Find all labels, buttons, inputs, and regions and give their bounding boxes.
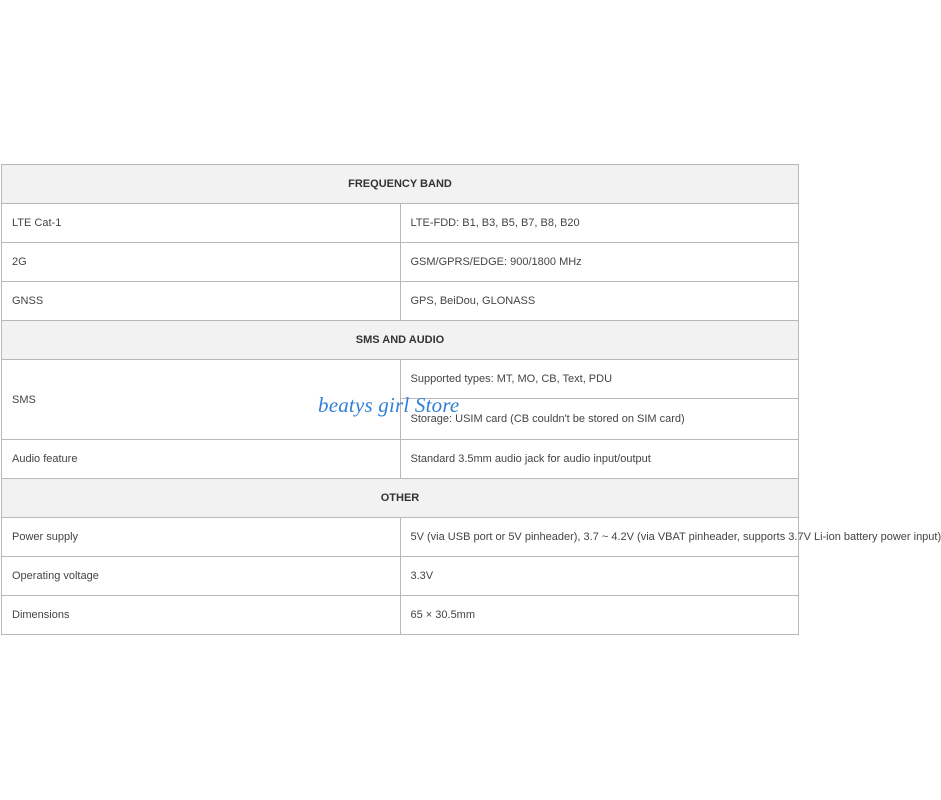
section-header-other: OTHER	[2, 479, 799, 518]
row-label-sms: SMS	[2, 360, 401, 440]
section-header-row	[2, 321, 799, 360]
row-label-gnss: GNSS	[2, 282, 401, 321]
row-label-power-supply: Power supply	[2, 518, 401, 557]
row-value-power-supply: 5V (via USB port or 5V pinheader), 3.7 ~ 4.2V (via VBAT pinheader, supports 3.7V Li-ion battery power input)	[400, 518, 799, 557]
row-label-dimensions: Dimensions	[2, 596, 401, 635]
table-row	[2, 204, 799, 243]
table-row	[2, 243, 799, 282]
table-row	[2, 557, 799, 596]
row-value-audio: Standard 3.5mm audio jack for audio input/output	[400, 440, 799, 479]
store-watermark: beatys girl Store	[318, 393, 460, 417]
table-row	[2, 518, 799, 557]
section-header-row	[2, 165, 799, 204]
section-header-sms-audio: SMS AND AUDIO	[2, 321, 799, 360]
row-value-dimensions: 65 × 30.5mm	[400, 596, 799, 635]
row-label-audio: Audio feature	[2, 440, 401, 479]
table-row	[2, 282, 799, 321]
row-value-2g: GSM/GPRS/EDGE: 900/1800 MHz	[400, 243, 799, 282]
section-header-frequency-band: FREQUENCY BAND	[2, 165, 799, 204]
section-header-row	[2, 479, 799, 518]
row-value-operating-voltage: 3.3V	[400, 557, 799, 596]
table-row	[2, 440, 799, 479]
row-value-sms-types: Supported types: MT, MO, CB, Text, PDU	[400, 360, 799, 399]
table-row	[2, 596, 799, 635]
row-label-operating-voltage: Operating voltage	[2, 557, 401, 596]
row-value-gnss: GPS, BeiDou, GLONASS	[400, 282, 799, 321]
row-value-lte-cat1: LTE-FDD: B1, B3, B5, B7, B8, B20	[400, 204, 799, 243]
row-value-sms-storage: Storage: USIM card (CB couldn't be stored on SIM card)	[400, 399, 799, 440]
row-label-lte-cat1: LTE Cat-1	[2, 204, 401, 243]
row-label-2g: 2G	[2, 243, 401, 282]
